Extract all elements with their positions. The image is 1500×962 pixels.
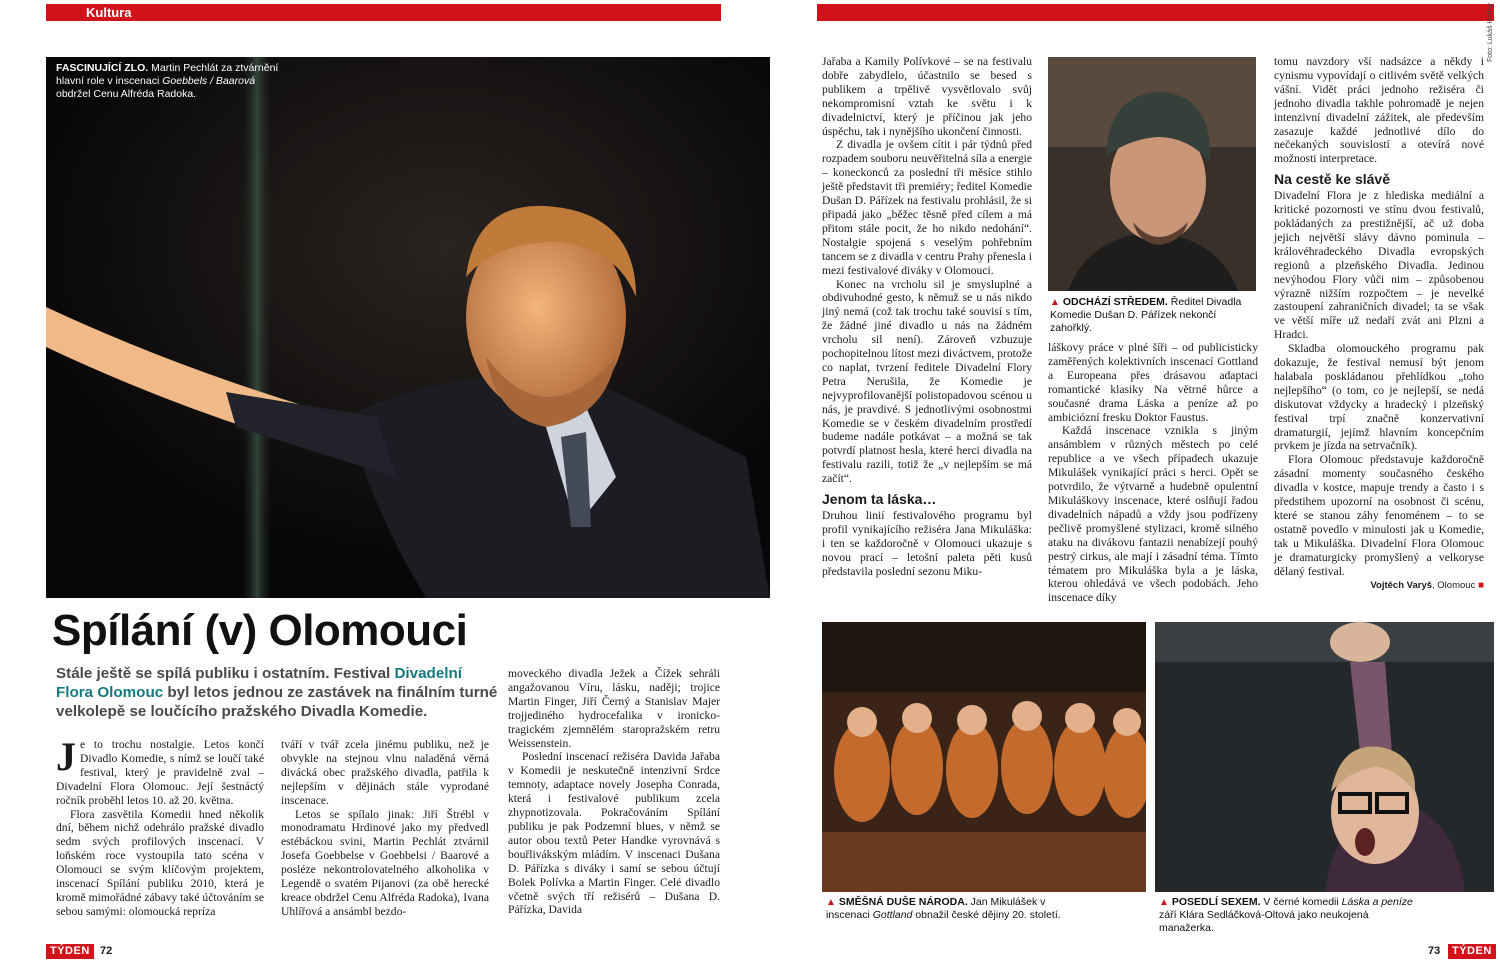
paragraph: tomu navzdory vší nadsázce a někdy i cynismu vypovídají o citlivém světě velkých vášní. Vidět práci jednoho režiséra či jednoho divadla takhle pohromadě je nejen intenzivní divadelní zážitek, ale především zasazuje každé jednotlivé dílo do nečekaných souvislostí a otevírá nové možnosti interpretace. bbox=[1274, 55, 1484, 166]
hero-caption-text2: obdržel Cenu Alfréda Radoka. bbox=[56, 88, 197, 101]
ensemble-photo bbox=[822, 622, 1146, 892]
page-number-right: 73 bbox=[1428, 945, 1441, 957]
paragraph: moveckého divadla Ježek a Čížek sehráli angažovanou Víru, lásku, naději; trojice Martin Finger, Jiří Černý a Stanislav Majer trojjediného hydrocefalika v ironicko-tragickém zjemnělém staropražském retru Weissenstein. bbox=[508, 667, 720, 750]
paragraph: Divadelní Flora je z hlediska mediální a kritické pozornosti ve stínu dvou festivalů, pokládaných za prestižnější, ač už doba jejich největší slávy dávno pominula – královéhradeckého Divadla evropských regionů a plzeňského Divadla. Jedinou nevýhodou Flory vůči nim – způsobenou výrazně nižším rozpočtem – je nevelké zastoupení zahraničních divadel; ta se však ve větší míře už nedaří zvát ani Plzni a Hradci. bbox=[1274, 189, 1484, 342]
actress-caption-bold: POSEDLÍ SEXEM. bbox=[1171, 896, 1261, 908]
actress-caption: ▲ POSEDLÍ SEXEM. V černé komedii Láska a peníze září Klára Sedláčková-Oltová jako neukojená manažerka. bbox=[1159, 896, 1413, 935]
lead-highlight: Divadelní Flora Olomouc bbox=[56, 665, 462, 701]
magazine-logo-right: TÝDEN bbox=[1448, 944, 1496, 959]
subheading: Jenom ta láska… bbox=[822, 491, 937, 508]
article-column-3 bbox=[508, 667, 720, 917]
portrait-photo bbox=[1048, 57, 1256, 291]
actress-photo bbox=[1155, 622, 1494, 892]
hero-caption bbox=[56, 62, 281, 102]
paragraph: Z divadla je ovšem cítit i pár týdnů před rozpadem souboru neuvěřitelná síla a energie – koneckonců za poslední tři měsíce stihlo ještě představit tři premiéry; ředitel Komedie Dušan D. Pářízek na festivalu prohlásil, že si připadá jako „běžec těsně před cílem a má přitom stále pocit, že ho nikdo nedohání“. Nostalgie spojená s veselým pohřebním tancem se z divadla v centru Prahy přenesla i mezi festivalové diváky v Olomouci. bbox=[822, 138, 1033, 277]
article-column-2 bbox=[281, 738, 489, 919]
paragraph: Flora Olomouc představuje každoročně zásadní momenty současného českého divadla v kostce, mapuje trendy a často i s předstihem upozorní na osobnost či scénu, které se stanou záhy fenoménem – to se ostatně povedlo v minulosti jak u Komedie, tak u Mikuláška. Divadelní Flora Olomouc je dramaturgicky promyšlený a velkoryse dělaný festival. bbox=[1274, 453, 1484, 578]
portrait-caption-text: Ředitel Divadla Komedie Dušan D. Pářízek nekončí zahořklý. bbox=[1050, 296, 1242, 335]
portrait-caption bbox=[1050, 296, 1256, 336]
paragraph: Poslední inscenací režiséra Davida Jařaba v Komedii je neskutečně intenzivní Srdce temnoty, adaptace novely Josepha Conrada, která i festivalové publikum zcela zhypnotizovala. Pokračováním Spílání publiku je pak Podzemní blues, v němž se autor obou textů Peter Handke vyrovnává s bouřlivákským mládím. V inscenaci Dušana D. Pářízka s diváky i samí se sebou účtují Bolek Polívka a Martin Finger. Celé divadlo včetně svých tří režisérů – Dušana D. Pářízka, Davida bbox=[508, 750, 720, 917]
paragraph: láškovy práce v plné šíři – od publicisticky zaměřených kolektivních inscenací Gottland a Europeana přes drásavou adaptaci romantické klasiky Na větrné hůrce a současné drama Láska a peníze až po ambiciózní fresku Doktor Faustus. bbox=[1048, 341, 1258, 424]
lead-paragraph bbox=[56, 664, 499, 721]
hero-caption-text: Martin Pechlát za ztvárnění hlavní role v inscenaci bbox=[56, 62, 279, 88]
header-bar bbox=[817, 4, 1494, 21]
hero-photo bbox=[46, 57, 770, 598]
paragraph: tváří v tvář zcela jinému publiku, než je obvykle na stejnou vlnu naladěná věrná divácká obec pražského divadla, patřila k nejlepším v dějinách stále vyprodané inscenace. bbox=[281, 738, 489, 807]
section-label: Kultura bbox=[46, 4, 721, 21]
triangle-icon: ▲ bbox=[1159, 897, 1169, 908]
paragraph: Druhou linií festivalového programu byl profil vynikajícího režiséra Jana Mikuláška: i ten se každoročně v Olomouci ukazuje s novou prací – letošní paleta pěti kusů představila poslední sezonu Miku- bbox=[822, 509, 1032, 578]
paragraph: Každá inscenace vznikla s jiným ansámblem v různých městech po celé republice a ve všech případech ukazuje Mikulášek vynikající práci s herci. Opět se potvrdilo, že výtvarně a hudebně opulentní Mikuláškovy inscenace, které oslňují řadou divadelních nápadů a vždy jsou podřízeny pečlivě promyšlené stylizaci, kromě silného ataku na divákovu fantazii nenabízejí pouhý pestrý cirkus, ale mají i zásadní téma. Tímto tématem pro Mikuláška byla a je láska, kterou ohledává ve všech podobách. Jeho inscenace díky bbox=[1048, 424, 1258, 605]
article-column-1 bbox=[56, 734, 264, 919]
lead-text: Stále ještě se spílá publiku i ostatním. Festival bbox=[56, 665, 395, 682]
magazine-logo-left: TÝDEN bbox=[46, 944, 94, 959]
ensemble-caption: ▲ SMĚŠNÁ DUŠE NÁRODA. Jan Mikulášek v inscenaci Gottland obnažil české dějiny 20. století. bbox=[826, 896, 1061, 922]
subheading: Na cestě ke slávě bbox=[1274, 171, 1390, 188]
hero-caption-bold: FASCINUJÍCÍ ZLO. bbox=[56, 62, 149, 74]
drop-cap: J bbox=[56, 734, 76, 779]
paragraph: Skladba olomouckého programu pak dokazuje, že festival nemusí být jenom halabala poskládanou přehlídkou „toho nejlepšího“ (o tom, co je nejlepší, se nedá diskutovat vždycky a hradecký i plzeňský festival trpí značně konzervativní dramaturgií, jejímž hlavním koncepčním prvkem je jízda na setrvačník). bbox=[1274, 342, 1484, 453]
triangle-icon: ▲ bbox=[1050, 297, 1060, 308]
page-title: Spílání (v) Olomouci bbox=[52, 606, 468, 655]
ensemble-caption-bold: SMĚŠNÁ DUŠE NÁRODA. bbox=[838, 896, 968, 908]
hero-caption-italic: Goebbels / Baarová bbox=[162, 75, 256, 88]
paragraph: Jařaba a Kamily Polívkové – se na festivalu dobře zabydlelo, účastnilo se besed s publikem a trpělivě vysvětlovalo svůj nekompromisní vztah ke světu i k divadelnictví, který je příčinou jak jeho úspěchu, tak i nynějšího ukončení činnosti. bbox=[822, 55, 1032, 138]
page-number-left: 72 bbox=[100, 945, 113, 957]
paragraph: Letos se spílalo jinak: Jiří Štrébl v monodramatu Hrdinové jako my předvedl estébáckou svini, Martin Pechlát ztvárnil Josefa Goebbelse v Goebbelsi / Baarové a posléze nekontrolovatelného alkoholika v Legendě o svatém Pijanovi (za obě herecké kreace obdržel Cenu Alfréda Radoka), Ivana Uhlířová a ansámbl bezdo- bbox=[281, 807, 489, 918]
paragraph: Flora zasvětila Komedii hned několik dní, během nichž odehrálo pražské divadlo sedm svých profilových inscenací. V loňském roce vystoupila tato scéna v Olomouci se svým klíčovým projektem, inscenací Spílání publiku 2010, která je kromě mimořádné zábavy také účtováním se sebou samými: olomoucká repríza bbox=[56, 807, 264, 918]
portrait-caption-bold: ODCHÁZÍ STŘEDEM. bbox=[1062, 296, 1168, 308]
paragraph: Konec na vrcholu sil je smysluplné a obdivuhodné gesto, k němuž se u nás nikdo jiný nemá (což tak trochu také souvisí s tím, že žádné jiné divadlo u nás na žádném vrcholu sil není). Zároveň vzbuzuje pochopitelnou lítost mezi diváctvem, protože co naplat, tvrzení ředitele Divadelní Flory Petra Nerušila, že Komedie je nejvyprofilovanější polistopadovou scénou u nás, je pravdivé. S jednotlivými osobnostmi Komedie se v českém divadelním prostředí budeme nadále potkávat – a možná se tak potvrdí platnost hesla, které herci divadla na festivalu razili, totiž že „v nejlepším se má začít“. bbox=[822, 277, 1032, 486]
article-column-6 bbox=[1274, 55, 1484, 592]
article-column-4 bbox=[822, 55, 1032, 579]
author-signature: Vojtěch Varyš, Olomouc ■ bbox=[1370, 579, 1484, 591]
paragraph: Je to trochu nostalgie. Letos končí Divadlo Komedie, s nímž se loučí také festival, který je pravidelně zval – Divadelní Flora Olomouc. Její šestnáctý ročník proběhl letos 10. až 20. května. bbox=[56, 734, 264, 807]
triangle-icon: ▲ bbox=[826, 897, 836, 908]
article-column-5 bbox=[1048, 341, 1258, 605]
end-mark-icon: ■ bbox=[1477, 579, 1484, 591]
lead-text-end: byl letos jednou ze zastávek na finálním turné velkolepě se loučícího pražského Divadla Komedie. bbox=[56, 684, 498, 720]
photo-credit: Foto: Lukáš Hodný bbox=[1487, 3, 1494, 62]
